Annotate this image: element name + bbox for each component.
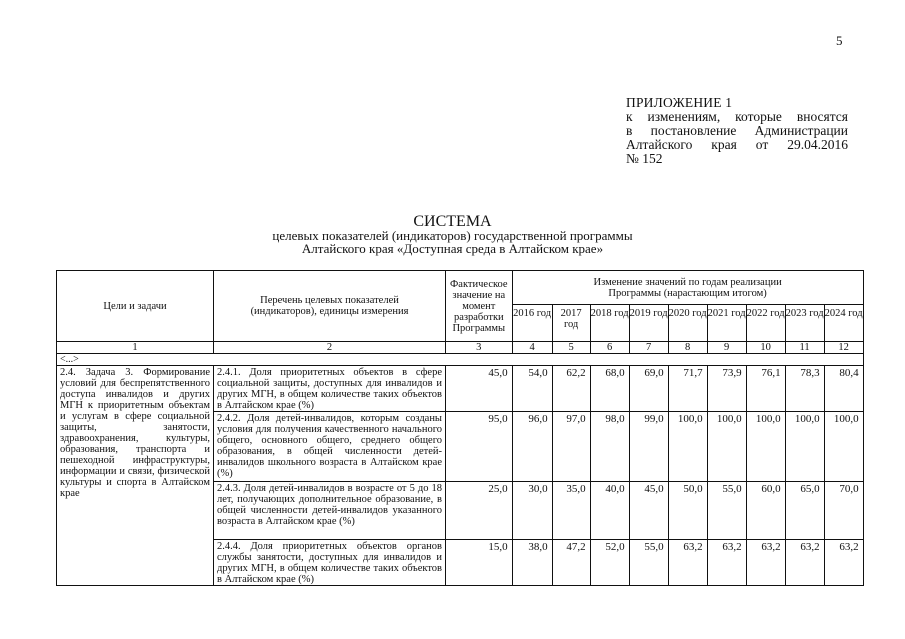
year-header: 2016 год	[512, 305, 552, 342]
year-value: 40,0	[590, 482, 629, 540]
year-header: 2017 год	[552, 305, 590, 342]
actual-value: 45,0	[446, 366, 513, 412]
column-index: 10	[746, 342, 785, 354]
year-value: 71,7	[668, 366, 707, 412]
column-index: 11	[785, 342, 824, 354]
year-header: 2024 год	[824, 305, 863, 342]
year-value: 63,2	[707, 540, 746, 586]
year-value: 55,0	[629, 540, 668, 586]
appendix-block	[626, 96, 848, 166]
year-value: 63,2	[824, 540, 863, 586]
appendix-line-2: в постановление Администрации	[626, 123, 848, 138]
page-number: 5	[836, 33, 843, 48]
year-header: 2020 год	[668, 305, 707, 342]
year-value: 100,0	[785, 412, 824, 482]
year-value: 63,2	[746, 540, 785, 586]
column-index: 3	[446, 342, 513, 354]
year-value: 65,0	[785, 482, 824, 540]
omitted-rows-marker: <...>	[57, 354, 864, 366]
column-index: 8	[668, 342, 707, 354]
indicator-text: 2.4.4. Доля приоритетных объектов органов службы занятости, доступных для инвалидов и других МГН, в общем количестве таких объектов в Алтайском крае (%)	[214, 540, 446, 586]
title-heading: СИСТЕМА	[413, 213, 492, 230]
actual-value: 25,0	[446, 482, 513, 540]
year-value: 30,0	[512, 482, 552, 540]
task-description: 2.4. Задача 3. Формирование условий для беспрепятственного доступа инвалидов и других МГН к приоритетным объектам и услугам в сфере социальной защиты, занятости, здравоохранения, культуры, образования, транспорта и пешеходной инфраструктуры, информации и связи, физической культуры и спорта в Алтайском крае	[57, 366, 214, 586]
appendix-line-3: Алтайского края от 29.04.2016	[626, 137, 848, 152]
year-value: 63,2	[785, 540, 824, 586]
header-goals: Цели и задачи	[57, 271, 214, 342]
column-index: 7	[629, 342, 668, 354]
year-value: 60,0	[746, 482, 785, 540]
year-value: 62,2	[552, 366, 590, 412]
year-value: 100,0	[746, 412, 785, 482]
header-indicators: Перечень целевых показателей (индикаторов), единицы измерения	[214, 271, 446, 342]
year-value: 78,3	[785, 366, 824, 412]
year-value: 99,0	[629, 412, 668, 482]
header-changes-by-year: Изменение значений по годам реализации Программы (нарастающим итогом)	[512, 271, 863, 305]
year-value: 54,0	[512, 366, 552, 412]
year-value: 63,2	[668, 540, 707, 586]
actual-value: 95,0	[446, 412, 513, 482]
column-index: 12	[824, 342, 863, 354]
year-value: 73,9	[707, 366, 746, 412]
header-actual-value: Фактическое значение на момент разработки Программы	[446, 271, 513, 342]
indicator-text: 2.4.2. Доля детей-инвалидов, которым созданы условия для получения качественного начального общего, основного общего, среднего общего образования, в общей численности детей-инвалидов школьного возраста в Алтайском крае (%)	[214, 412, 446, 482]
year-value: 55,0	[707, 482, 746, 540]
year-value: 50,0	[668, 482, 707, 540]
year-value: 70,0	[824, 482, 863, 540]
year-value: 52,0	[590, 540, 629, 586]
year-header: 2019 год	[629, 305, 668, 342]
column-index: 6	[590, 342, 629, 354]
year-value: 96,0	[512, 412, 552, 482]
year-value: 47,2	[552, 540, 590, 586]
year-header: 2018 год	[590, 305, 629, 342]
year-value: 38,0	[512, 540, 552, 586]
year-header: 2021 год	[707, 305, 746, 342]
title-subtitle-2: Алтайского края «Доступная среда в Алтайском крае»	[301, 241, 604, 256]
actual-value: 15,0	[446, 540, 513, 586]
year-header: 2023 год	[785, 305, 824, 342]
indicator-text: 2.4.1. Доля приоритетных объектов в сфере социальной защиты, доступных для инвалидов и других МГН, в общем количестве таких объектов в Алтайском крае (%)	[214, 366, 446, 412]
column-index: 1	[57, 342, 214, 354]
title-subtitle-1: целевых показателей (индикаторов) государственной программы	[272, 228, 633, 243]
year-value: 35,0	[552, 482, 590, 540]
year-value: 69,0	[629, 366, 668, 412]
year-value: 76,1	[746, 366, 785, 412]
year-value: 80,4	[824, 366, 863, 412]
year-value: 100,0	[824, 412, 863, 482]
appendix-line-4: № 152	[626, 151, 663, 166]
year-value: 68,0	[590, 366, 629, 412]
column-index: 9	[707, 342, 746, 354]
column-index: 2	[214, 342, 446, 354]
column-index: 5	[552, 342, 590, 354]
year-value: 100,0	[707, 412, 746, 482]
year-value: 97,0	[552, 412, 590, 482]
column-index: 4	[512, 342, 552, 354]
indicators-table	[56, 270, 864, 586]
appendix-line-1: к изменениям, которые вносятся	[626, 109, 848, 124]
indicator-text: 2.4.3. Доля детей-инвалидов в возрасте от 5 до 18 лет, получающих дополнительное образование, в общей численности детей-инвалидов указанного возраста в Алтайском крае (%)	[214, 482, 446, 540]
year-value: 45,0	[629, 482, 668, 540]
year-value: 98,0	[590, 412, 629, 482]
appendix-title: ПРИЛОЖЕНИЕ 1	[626, 95, 733, 110]
year-header: 2022 год	[746, 305, 785, 342]
year-value: 100,0	[668, 412, 707, 482]
